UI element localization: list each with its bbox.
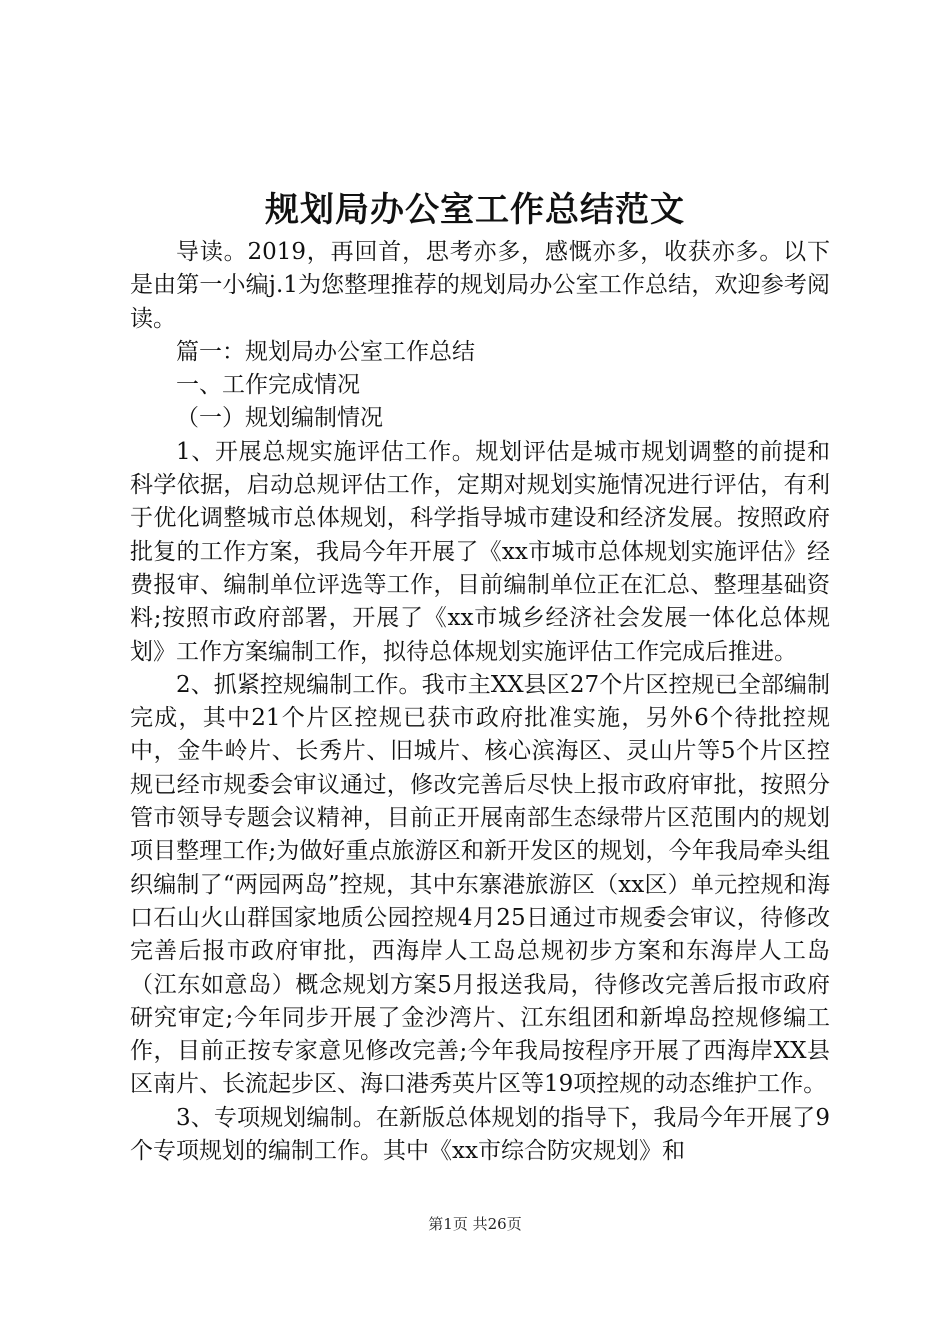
intro-paragraph: 导读。2019，再回首，思考亦多，感慨亦多，收获亦多。以下是由第一小编j.1为您整理推荐的规划局办公室工作总结，欢迎参考阅读。: [130, 239, 830, 332]
subsection-heading: 一、工作完成情况: [176, 372, 360, 399]
sub-subsection-heading: （一）规划编制情况: [176, 405, 383, 432]
body-paragraph: 3、专项规划编制。在新版总体规划的指导下，我局今年开展了9个专项规划的编制工作。其中《xx市综合防灾规划》和: [130, 1104, 830, 1165]
document-body: [130, 236, 830, 1168]
page-number-footer: 第1页 共26页: [428, 1215, 522, 1233]
section-heading: 篇一：规划局办公室工作总结: [176, 338, 475, 365]
body-paragraph: 2、抓紧控规编制工作。我市主XX县区27个片区控规已全部编制完成，其中21个片区控规已获市政府批准实施，另外6个待批控规中，金牛岭片、长秀片、旧城片、核心滨海区、灵山片等5个片区控规已经市规委会审议通过，修改完善后尽快上报市政府审批，按照分管市领导专题会议精神，目前正开展南部生态绿带片区范围内的规划项目整理工作;为做好重点旅游区和新开发区的规划，今年我局牵头组织编制了“两园两岛”控规，其中东寨港旅游区（xx区）单元控规和海口石山火山群国家地质公园控规4月25日通过市规委会审议，待修改完善后报市政府审批，西海岸人工岛总规初步方案和东海岸人工岛（江东如意岛）概念规划方案5月报送我局，待修改完善后报市政府研究审定;今年同步开展了金沙湾片、江东组团和新埠岛控规修编工作，目前正按专家意见修改完善;今年我局按程序开展了西海岸XX县区南片、长流起步区、海口港秀英片区等19项控规的动态维护工作。: [130, 671, 830, 1098]
document-title: 规划局办公室工作总结范文: [265, 190, 685, 230]
body-paragraph: 1、开展总规实施评估工作。规划评估是城市规划调整的前提和科学依据，启动总规评估工作，定期对规划实施情况进行评估，有利于优化调整城市总体规划，科学指导城市建设和经济发展。按照政府批复的工作方案，我局今年开展了《xx市城市总体规划实施评估》经费报审、编制单位评选等工作，目前编制单位正在汇总、整理基础资料;按照市政府部署，开展了《xx市城乡经济社会发展一体化总体规划》工作方案编制工作，拟待总体规划实施评估工作完成后推进。: [130, 438, 830, 665]
